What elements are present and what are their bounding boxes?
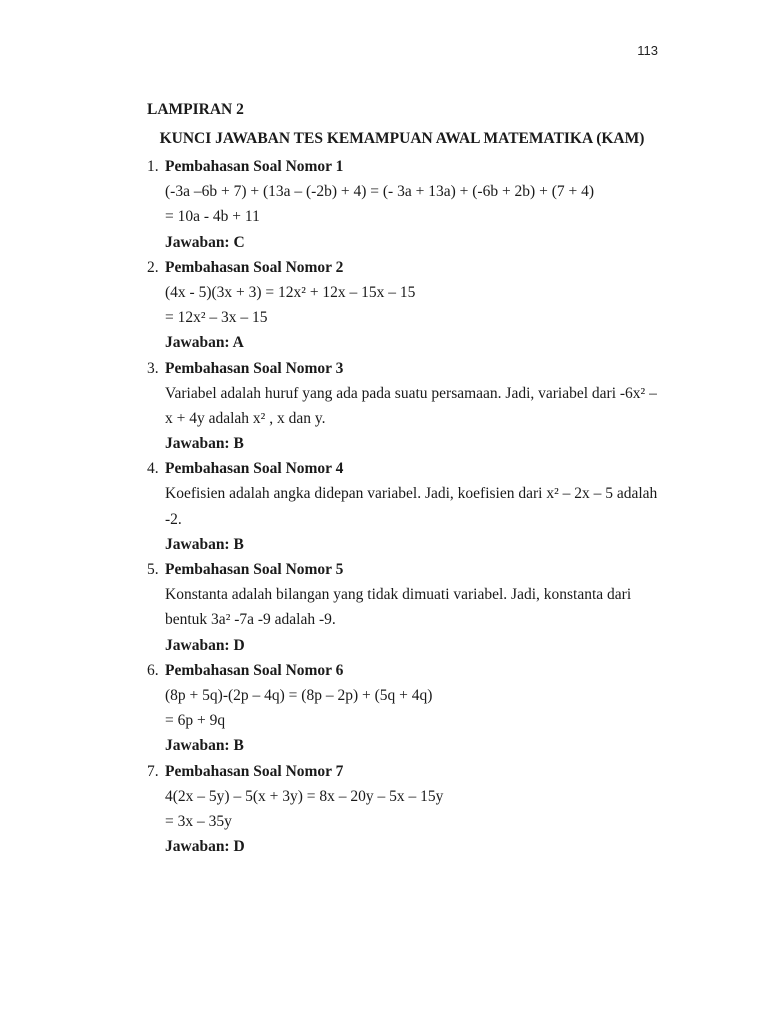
item-number: 3. <box>147 359 159 377</box>
answer-item-6 <box>0 658 768 759</box>
answer-item-2 <box>0 255 768 356</box>
solution-line: 4(2x – 5y) – 5(x + 3y) = 8x – 20y – 5x – 15y <box>165 787 444 805</box>
answer-item-3 <box>0 356 768 457</box>
solution-line: bentuk 3a² -7a -9 adalah -9. <box>165 611 336 629</box>
answer-line: Jawaban: B <box>165 737 244 755</box>
item-number: 6. <box>147 661 159 679</box>
item-number: 7. <box>147 762 159 780</box>
answer-line: Jawaban: D <box>165 636 245 654</box>
item-number: 2. <box>147 258 159 276</box>
solution-line: (8p + 5q)-(2p – 4q) = (8p – 2p) + (5q + 4q) <box>165 686 433 704</box>
answer-item-7 <box>0 759 768 860</box>
solution-line: = 10a - 4b + 11 <box>165 208 260 226</box>
solution-line: Koefisien adalah angka didepan variabel. Jadi, koefisien dari x² – 2x – 5 adalah <box>165 485 658 503</box>
item-number: 5. <box>147 561 159 578</box>
solution-line: = 6p + 9q <box>165 712 226 730</box>
item-heading: Pembahasan Soal Nomor 5 <box>165 561 344 578</box>
answer-line: Jawaban: C <box>165 233 245 251</box>
solution-line: (4x - 5)(3x + 3) = 12x² + 12x – 15x – 15 <box>165 283 416 301</box>
item-heading: Pembahasan Soal Nomor 1 <box>165 158 344 175</box>
item-heading: Pembahasan Soal Nomor 4 <box>165 460 344 478</box>
item-number: 4. <box>147 460 159 478</box>
answer-key-list <box>0 154 768 859</box>
answer-line: Jawaban: B <box>165 435 244 453</box>
answer-line: Jawaban: A <box>165 334 244 352</box>
answer-item-5 <box>0 557 768 658</box>
item-number: 1. <box>147 158 159 175</box>
answer-item-1 <box>0 154 768 255</box>
solution-line: = 3x – 35y <box>165 812 232 830</box>
item-heading: Pembahasan Soal Nomor 2 <box>165 258 344 276</box>
answer-line: Jawaban: D <box>165 838 245 856</box>
solution-line: Konstanta adalah bilangan yang tidak dimuati variabel. Jadi, konstanta dari <box>165 586 632 604</box>
solution-line: x + 4y adalah x² , x dan y. <box>165 409 326 427</box>
page-number: 113 <box>637 43 658 58</box>
solution-line: -2. <box>165 510 182 528</box>
solution-line: (-3a –6b + 7) + (13a – (-2b) + 4) = (- 3a + 13a) + (-6b + 2b) + (7 + 4) <box>165 183 595 201</box>
solution-line: = 12x² – 3x – 15 <box>165 309 268 327</box>
solution-line: Variabel adalah huruf yang ada pada suatu persamaan. Jadi, variabel dari -6x² – <box>165 384 657 402</box>
item-heading: Pembahasan Soal Nomor 7 <box>165 762 344 780</box>
document-title: KUNCI JAWABAN TES KEMAMPUAN AWAL MATEMATIKA (KAM) <box>159 130 645 147</box>
item-heading: Pembahasan Soal Nomor 6 <box>165 661 344 679</box>
appendix-label: LAMPIRAN 2 <box>147 101 244 118</box>
answer-line: Jawaban: B <box>165 535 244 553</box>
item-heading: Pembahasan Soal Nomor 3 <box>165 359 344 377</box>
answer-item-4 <box>0 456 768 557</box>
